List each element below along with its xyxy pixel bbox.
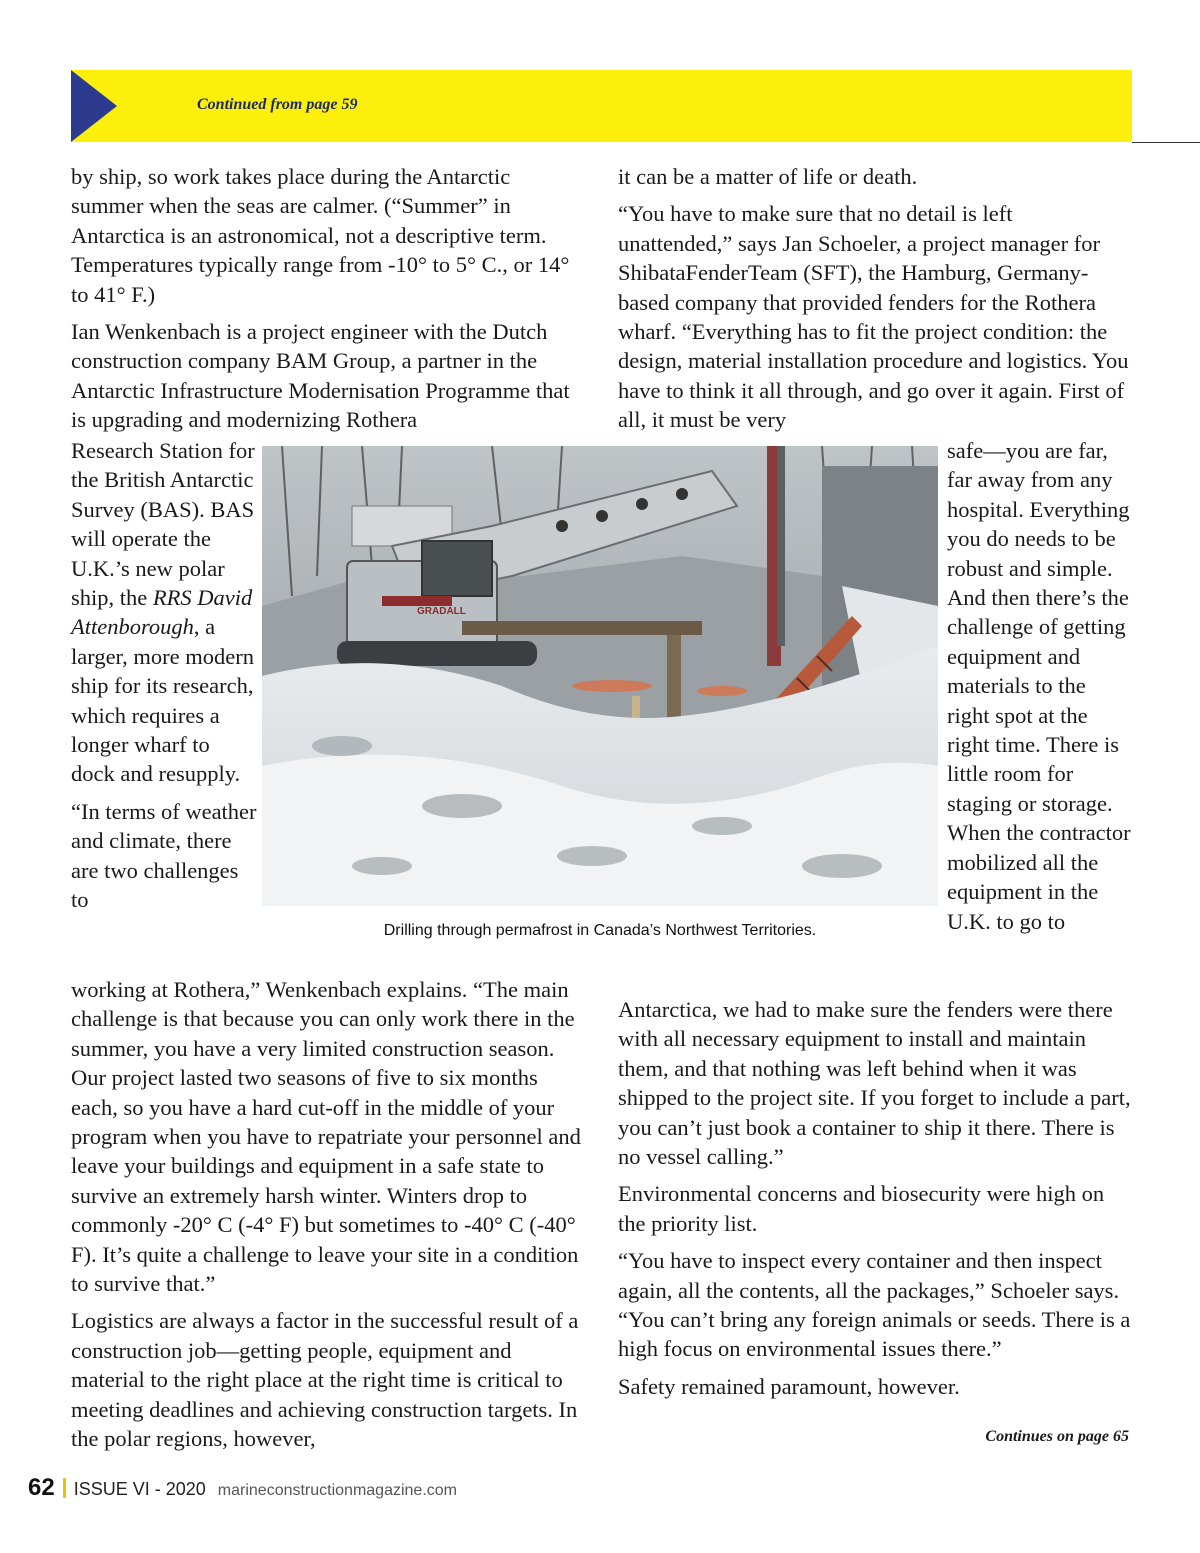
machine-label: GRADALL [417, 606, 466, 617]
right-paragraph-2-cont: Antarctica, we had to make sure the fenders were there with all necessary equipment to install and maintain them, and that nothing was left behind when it was shipped to the project site. If you forget to include a part, you can’t just book a container to ship it there. There is no vessel calling.” [618, 997, 1131, 1170]
right-bottom-column [618, 995, 1133, 1409]
footer-separator [63, 1478, 66, 1498]
photo-illustration [262, 446, 938, 906]
left-paragraph-5: Logistics are always a factor in the successful result of a construction job—getting people, equipment and material to the right place at the right time is critical to meeting deadlines and achieving construction targets. In the polar regions, however, [71, 1308, 579, 1452]
left-paragraph-2: Ian Wenkenbach is a project engineer with the Dutch construction company BAM Group, a partner in the Antarctic Infrastructure Modernisation Programme that is upgrading and modernizing Rothera [71, 319, 570, 433]
right-paragraph-2-narrow: safe—you are far, far away from any hospital. Everything you do needs to be robust and simple. And then there’s the challenge of getting equipment and materials to the right spot at the right time. There is little room for staging or storage. When the contractor mobilized all the equipment in the U.K. to go to [947, 438, 1131, 934]
right-paragraph-5: Safety remained paramount, however. [618, 1373, 960, 1399]
right-column [618, 162, 1130, 435]
permafrost-drilling-photo [262, 446, 938, 906]
right-paragraph-1: it can be a matter of life or death. [618, 164, 918, 189]
left-paragraph-3-end: , a larger, more modern ship for its research, which requires a longer wharf to dock and resupply. [71, 614, 254, 787]
issue-label: ISSUE VI - 2020 [73, 1479, 206, 1499]
photo-caption: Drilling through permafrost in Canada’s Northwest Territories. [383, 922, 817, 939]
right-paragraph-2: “You have to make sure that no detail is left unattended,” says Jan Schoeler, a project manager for ShibataFenderTeam (SFT), the Hamburg, Germany-based company that provided fenders for the Rothera wharf. “Everything has to fit the project condition: the design, material installation procedure and logistics. You have to think it all through, and go over it again. First of all, it must be very [618, 201, 1129, 433]
continued-from: Continued from page 59 [197, 96, 358, 113]
website-link[interactable]: marineconstructionmagazine.com [217, 1482, 457, 1499]
right-paragraph-4: “You have to inspect every container and then inspect again, all the contents, all the packages,” Schoeler says. “You can’t bring any foreign animals or seeds. There is a high focus on environmental issues there.” [618, 1248, 1131, 1362]
continues-on: Continues on page 65 [985, 1428, 1129, 1445]
right-paragraph-3: Environmental concerns and biosecurity were high on the priority list. [618, 1181, 1105, 1236]
page-number: 62 [28, 1474, 55, 1501]
right-narrow-column [947, 436, 1132, 936]
left-paragraph-3 [71, 436, 259, 789]
arrow-icon [71, 70, 117, 142]
left-bottom-column [71, 975, 586, 1462]
left-column [71, 162, 586, 435]
left-paragraph-3-text: Research Station for the British Antarctic Survey (BAS). BAS will operate the U.K.’s new polar ship, the [71, 438, 255, 611]
left-narrow-column [71, 436, 259, 915]
left-paragraph-4: “In terms of weather and climate, there are two challenges to [71, 798, 257, 913]
left-paragraph-1: by ship, so work takes place during the Antarctic summer when the seas are calmer. (“Summer” in Antarctica is an astronomical, not a descriptive term. Temperatures typically range from -10° to 5° C., or 14° to 41° F.) [71, 164, 570, 307]
header-rule [1132, 142, 1200, 143]
left-paragraph-4-cont: working at Rothera,” Wenkenbach explains. “The main challenge is that because you can only work there in the summer, you have a very limited construction season. Our project lasted two seasons of five to six months each, so you have a hard cut-off in the middle of your program when you have to repatriate your personnel and leave your buildings and equipment in a safe state to survive an extremely harsh winter. Winters drop to commonly -20° C (-4° F) but sometimes to -40° C (-40° F). It’s quite a challenge to leave your site in a condition to survive that.” [71, 977, 581, 1297]
page-footer [28, 1474, 457, 1502]
ship-name: RRS David Attenborough [71, 585, 253, 640]
